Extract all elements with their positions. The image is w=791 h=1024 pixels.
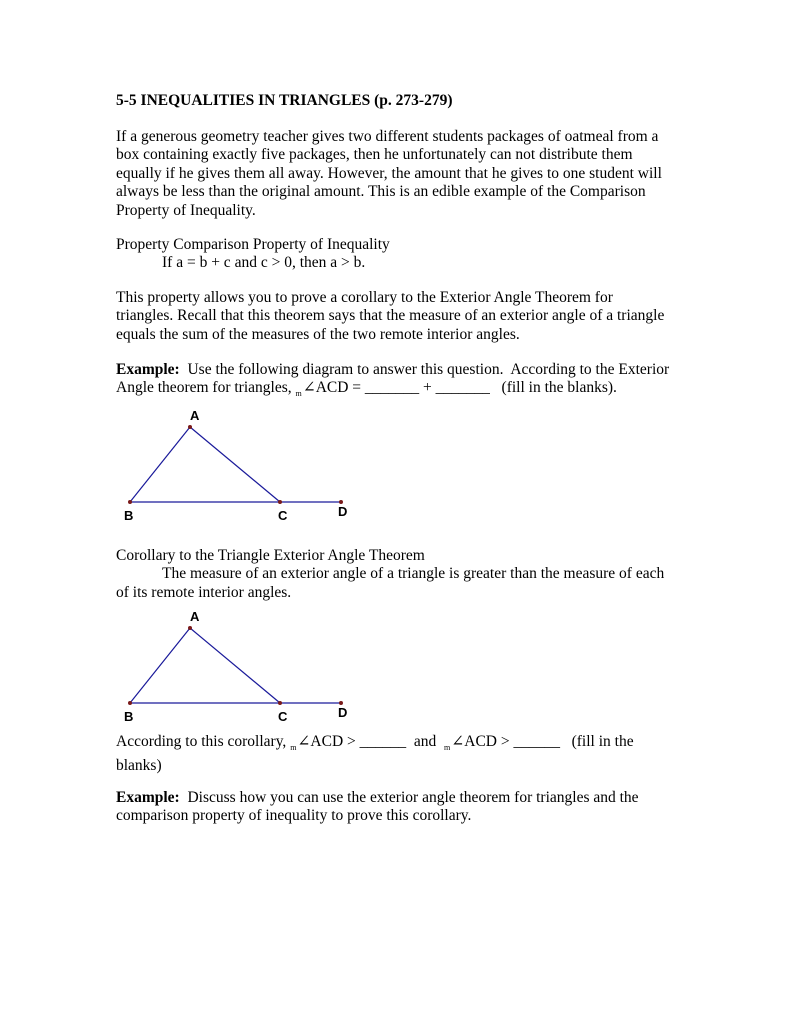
example-label: Example: — [116, 361, 180, 378]
point-c — [278, 500, 282, 504]
intro-line: box containing exactly five packages, then he unfortunately can not distribute them — [116, 146, 633, 164]
intro-line: always be less than the original amount. This is an edible example of the Comparison — [116, 183, 646, 201]
label-d: D — [338, 504, 348, 519]
intro-line: If a generous geometry teacher gives two different students packages of oatmeal from a — [116, 128, 659, 145]
property-block — [116, 236, 688, 273]
corollary-line: of its remote interior angles. — [116, 583, 292, 601]
question-suffix: (fill in the — [559, 733, 634, 750]
corollary-block — [116, 547, 688, 602]
example-1 — [116, 361, 688, 404]
corollary-question — [116, 733, 688, 776]
triangle-diagram-2 — [116, 606, 376, 726]
corollary-intro-line: equals the sum of the measures of the two remote interior angles. — [116, 325, 520, 343]
question-and: and — [406, 733, 445, 750]
segment-ba — [130, 427, 190, 502]
angle-expression: ∠ACD = _______ + _______ — [302, 379, 490, 397]
example-1-prefix: Angle theorem for triangles, — [116, 379, 296, 397]
example-2-line: comparison property of inequality to prove this corollary. — [116, 807, 472, 825]
label-c: C — [278, 508, 288, 523]
corollary-intro-line: This property allows you to prove a corollary to the Exterior Angle Theorem for — [116, 289, 613, 306]
measure-m: m — [444, 743, 451, 752]
corollary-heading: Corollary to the Triangle Exterior Angle Theorem — [116, 547, 425, 564]
question-line-2: blanks) — [116, 757, 162, 775]
example-2 — [116, 789, 688, 826]
label-b: B — [124, 709, 134, 724]
intro-line: Property of Inequality. — [116, 201, 256, 219]
point-a — [188, 425, 192, 429]
property-heading: Property Comparison Property of Inequality — [116, 236, 390, 253]
point-a — [188, 626, 192, 630]
point-b — [128, 701, 132, 705]
example-2-text: Discuss how you can use the exterior angle theorem for triangles and the — [179, 789, 639, 806]
example-label: Example: — [116, 789, 180, 806]
label-a: A — [190, 609, 200, 624]
intro-paragraph — [116, 128, 688, 220]
angle-expression-2: ∠ACD > ______ — [451, 733, 560, 750]
intro-line: equally if he gives them all away. However, the amount that he gives to one student will — [116, 164, 662, 182]
corollary-line: The measure of an exterior angle of a triangle is greater than the measure of each — [162, 565, 665, 583]
segment-ac — [190, 628, 280, 703]
label-b: B — [124, 508, 134, 523]
corollary-intro-line: triangles. Recall that this theorem says that the measure of an exterior angle of a triangle — [116, 307, 665, 325]
question-prefix: According to this corollary, — [116, 733, 291, 750]
example-1-text: Use the following diagram to answer this question. According to the Exterior — [179, 361, 670, 378]
example-1-suffix: (fill in the blanks). — [489, 379, 617, 397]
label-d: D — [338, 705, 348, 720]
point-c — [278, 701, 282, 705]
corollary-intro-paragraph — [116, 289, 688, 344]
label-c: C — [278, 709, 288, 724]
triangle-diagram-1 — [116, 405, 376, 525]
label-a: A — [190, 408, 200, 423]
segment-ba — [130, 628, 190, 703]
measure-m: m — [290, 743, 297, 752]
point-b — [128, 500, 132, 504]
angle-expression-1: ∠ACD > ______ — [297, 733, 407, 750]
section-title: 5-5 INEQUALITIES IN TRIANGLES (p. 273-279) — [116, 92, 453, 109]
measure-m: m — [295, 389, 302, 399]
property-statement: If a = b + c and c > 0, then a > b. — [162, 254, 366, 272]
segment-ac — [190, 427, 280, 502]
